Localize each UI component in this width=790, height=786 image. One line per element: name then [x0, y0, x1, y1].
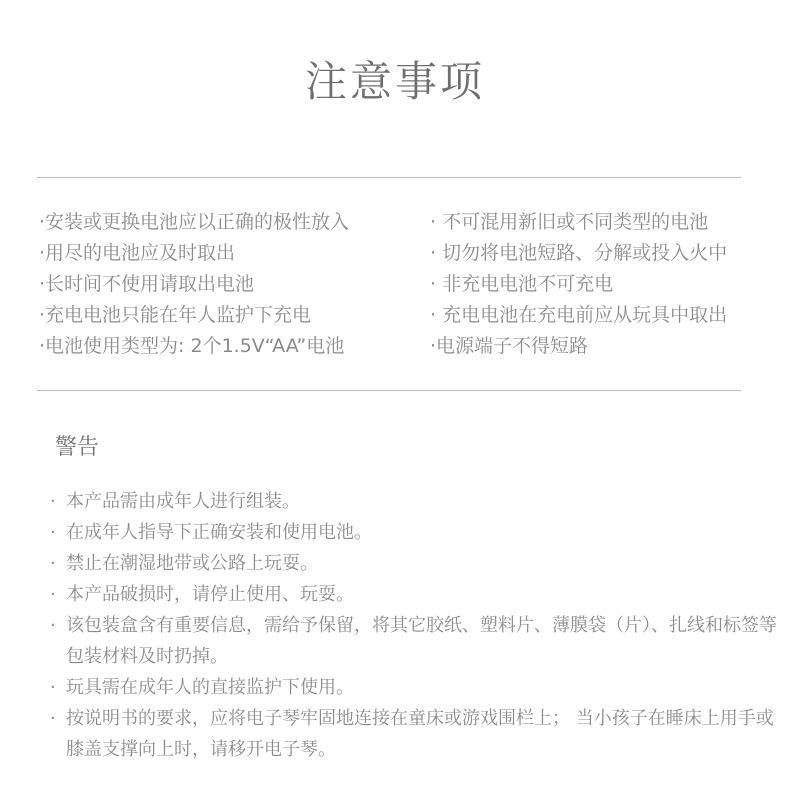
- warning-item: [50, 517, 785, 548]
- warning-item: [50, 579, 785, 610]
- note-item: ·安装或更换电池应以正确的极性放入: [39, 211, 350, 233]
- note-item: ·电池使用类型为: 2个1.5V“AA”电池: [39, 335, 345, 357]
- notes-left-column: [39, 207, 409, 362]
- warning-text: 按说明书的要求，应将电子琴牢固地连接在童床或游戏围栏上； 当小孩子在睡床上用手或膝盖支撑向上时，请移开电子琴。: [66, 708, 774, 760]
- warning-title: 警告: [55, 435, 100, 460]
- warning-text: 禁止在潮湿地带或公路上玩耍。: [66, 553, 318, 574]
- bullet: ·: [50, 615, 56, 636]
- warning-text: 本产品破损时，请停止使用、玩耍。: [66, 584, 354, 605]
- note-item: ·用尽的电池应及时取出: [39, 242, 236, 264]
- warning-text: 本产品需由成年人进行组装。: [66, 491, 300, 512]
- warning-list: [50, 486, 785, 765]
- warning-text: 该包装盒含有重要信息，需给予保留，将其它胶纸、塑料片、薄膜袋（片）、扎线和标签等包装材料及时扔掉。: [66, 615, 777, 667]
- bullet: ·: [50, 677, 56, 698]
- note-item: ·电源端子不得短路: [430, 335, 589, 357]
- top-divider: [37, 177, 741, 178]
- warning-item: [50, 610, 785, 672]
- notes-right-column: [430, 207, 770, 362]
- warning-item: [50, 672, 785, 703]
- warning-item: [50, 703, 785, 765]
- bullet: ·: [50, 553, 56, 574]
- warning-text: 在成年人指导下正确安装和使用电池。: [66, 522, 372, 543]
- note-item: · 切勿将电池短路、分解或投入火中: [430, 242, 728, 264]
- bullet: ·: [50, 708, 56, 729]
- note-item: · 充电电池在充电前应从玩具中取出: [430, 304, 728, 326]
- note-item: ·充电电池只能在年人监护下充电: [39, 304, 312, 326]
- note-item: · 不可混用新旧或不同类型的电池: [430, 211, 709, 233]
- page-title: 注意事项: [304, 57, 485, 106]
- bullet: ·: [50, 491, 56, 512]
- bottom-divider: [37, 390, 741, 391]
- warning-item: [50, 548, 785, 579]
- bullet: ·: [50, 584, 56, 605]
- warning-item: [50, 486, 785, 517]
- warning-text: 玩具需在成年人的直接监护下使用。: [66, 677, 354, 698]
- note-item: ·长时间不使用请取出电池: [39, 273, 255, 295]
- note-item: · 非充电电池不可充电: [430, 273, 614, 295]
- bullet: ·: [50, 522, 56, 543]
